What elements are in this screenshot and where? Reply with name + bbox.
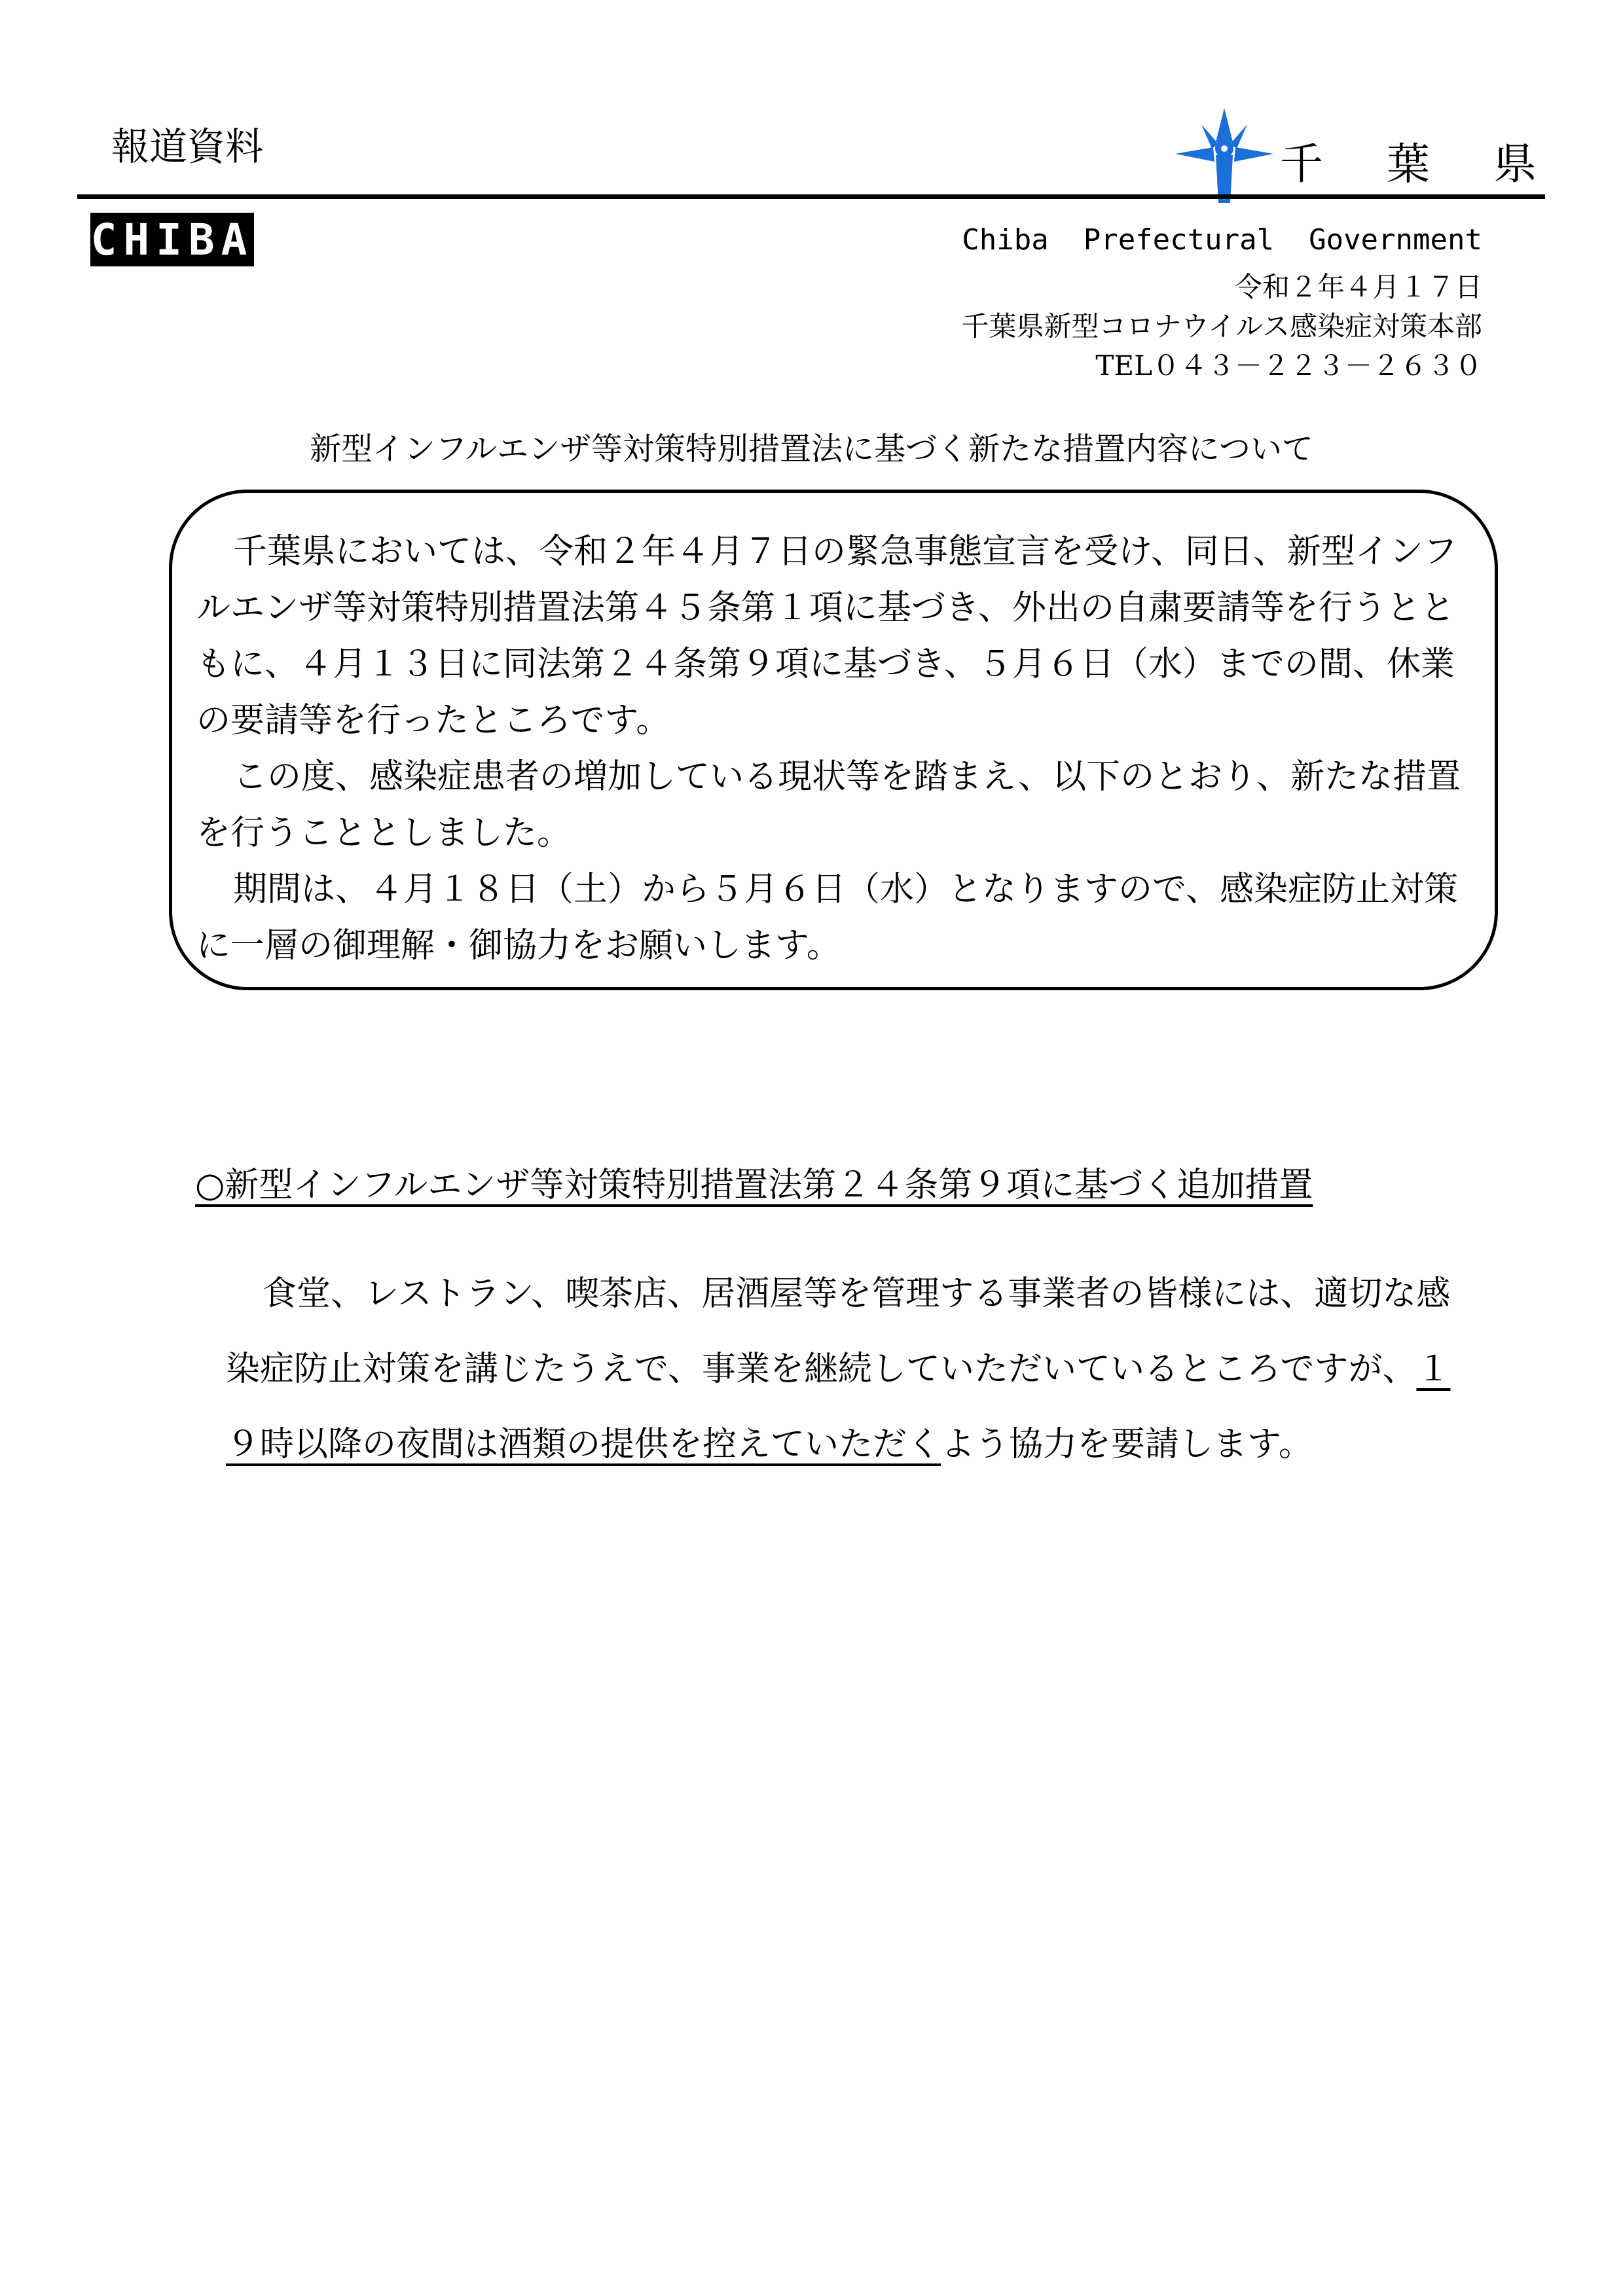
section-body [226,1257,1483,1482]
intro-paragraph: この度、感染症患者の増加している現状等を踏まえ、以下のとおり、新たな措置を行うこととしました。 [196,757,1461,853]
document-title: 新型インフルエンザ等対策特別措置法に基づく新たな措置内容について [309,431,1314,467]
government-name-en: Chiba Prefectural Government [962,223,1482,257]
issuing-organization: 千葉県新型コロナウイルス感染症対策本部 [961,310,1482,342]
body-text-highlight: １９時以降の夜間は酒類の提供を控えていただく [226,1350,1451,1464]
body-text-after: よう協力を要請します。 [941,1425,1313,1464]
doc-label: 報道資料 [111,124,264,169]
intro-text [196,524,1486,974]
body-text-before: 食堂、レストラン、喫茶店、居酒屋等を管理する事業者の皆様には、適切な感染症防止対策を講じたうえで、事業を継続していただいているところですが、 [226,1274,1451,1389]
intro-paragraph: 千葉県においては、令和２年４月７日の緊急事態宣言を受け、同日、新型インフルエンザ等対策特別措置法第４５条第１項に基づき、外出の自粛要請等を行うとともに、４月１３日に同法第２４条第９項に基づき、５月６日（水）までの間、休業の要請等を行ったところです。 [196,532,1457,740]
section-heading: ○新型インフルエンザ等対策特別措置法第２４条第９項に基づく追加措置 [195,1166,1313,1205]
intro-paragraph: 期間は、４月１８日（土）から５月６日（水）となりますので、感染症防止対策に一層の御理解・御協力をお願いします。 [196,870,1458,965]
release-date: 令和２年４月１７日 [1234,271,1482,303]
chiba-prefecture-emblem-icon [1175,108,1273,203]
prefecture-name: 千 葉 県 [1280,139,1561,189]
chiba-logo-mark: CHIBA [90,213,254,266]
header-divider [77,194,1545,199]
contact-tel: TEL０４３－２２３－２６３０ [1095,350,1482,382]
